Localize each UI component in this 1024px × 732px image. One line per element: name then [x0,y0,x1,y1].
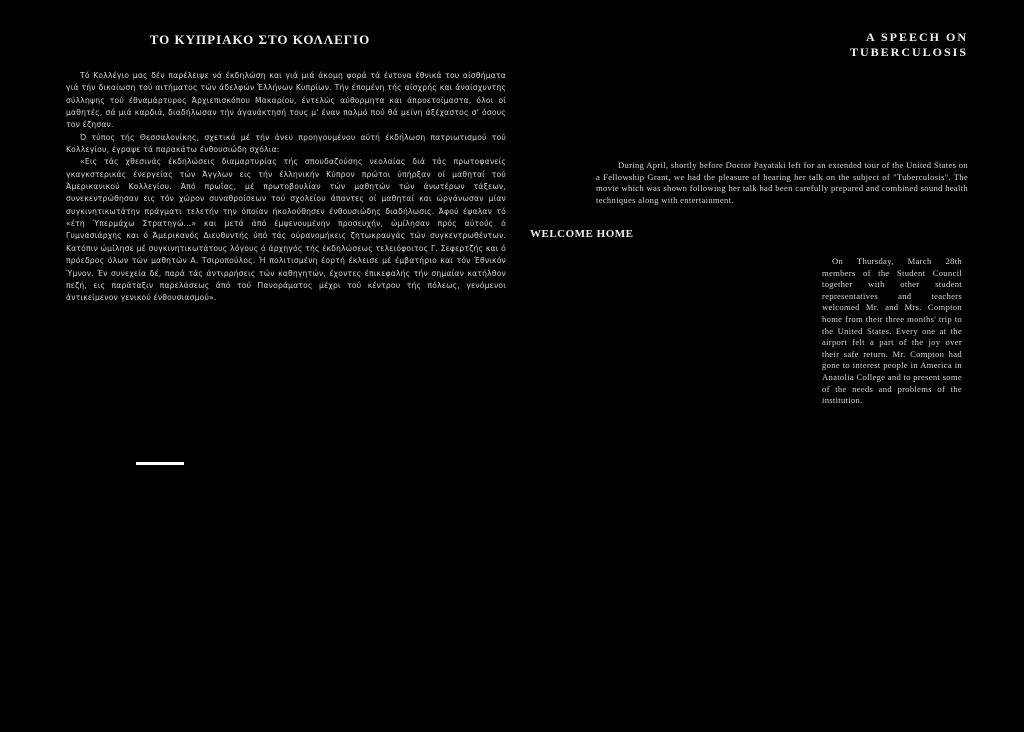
welcome-article-body [822,256,962,407]
welcome-article-title: WELCOME HOME [530,228,634,240]
greek-paragraph-1: Τό Κολλέγιο μας δέν παρέλειψε νά έκδηλώση και γιά μιά άκομη φορά τά έντονα έθνικά του αίσθήματα γιά τήν δικαίωση τού αιτήματος τών άδελφών Έλλήνων Κυπρίων. Τήν έπομένη τής αίσχρής και άναίσχυντης σύλληψης τού έθναμάρτυρος Άρχιεπισκόπου Μακαρίου, έντελώς αύθορμητα και άπροετοίμαστα, όλοι οί μαθητές, σά μιά καρδιά, διαδήλωσαν τήν άγανάκτησή τους μ' έναν παλμό πού θά μείνη άξέχαστος σ' όσους τον έζησαν. [66,71,506,130]
greek-article-title: ΤΟ ΚΥΠΡΙΑΚΟ ΣΤΟ ΚΟΛΛΕΓΙΟ [149,32,371,47]
speech-title-line-2: TUBERCULOSIS [849,45,968,59]
speech-article-title [848,30,968,60]
speech-article-body [596,160,968,206]
greek-paragraph-3: «Εις τάς χθεσινάς έκδηλώσεις διαμαρτυρίας τής σπουδαζούσης νεολαίας διά τάς πρωτοφανείς γκαγκστερικάς ένεργείας τών Άγγλων εις τήν έλληνικήν Κύπρον πρώτοι ύπήρξαν οί μαθηταί τού Άμερικανικού Κολλεγίου. Άπό πρωΐας, μέ πρωτοβουλίαν τών μαθητών τών άνωτέρων τάξεων, συνεκεντρώθησαν εις τόν χώρον συναθροίσεων τού σχολείου άπαντες οί μαθηταί και ώργάνωσαν μίαν συγκινητικωτάτην πράγματι τελετήν την όποίαν ήκολούθησεν ένθουσιώδης διαδήλωσις. Άφού έψαλαν τό «έτη Ύπερμάχω Στρατηγώ...» και μετά άπό έμψενουμένην προσευχήν, ώμίλησαν πρός αύτούς ό Γυμνασιάρχης και ό Άμερικανός Διευθυντής ύπό τάς ούρανομήκεις ζητωκραυγάς τών συγκεντρωθέντων. Κατόπιν ώμίλησε μέ συγκινητικωτάτους λόγους ό άρχηγός τής έκδηλώσεως τελειόφοιτος Γ. Σεφερτζής και ό πρόεδρος όλων τών μαθητών Α. Τσιροπούλος. Ή πολιτισμένη έορτή έκλεισε μέ έμβατήριο και τόν Έθνικόν Ύμνον. Έν συνεχεία δέ, παρά τάς άντιρρήσεις τών καθηγητών, έχοντες έπικεφαλής τήν σημαίαν κατήλθον πεζή, εις παράταξιν παρελάσεως άπό τού Πανοράματος μέχρι τού κέντρου τής πόλεως, γενόμενοι άντικείμενον γενικού ένθουσιασμού». [66,157,506,303]
divider-rule [136,462,184,465]
speech-title-line-1: A SPEECH ON [865,30,968,44]
greek-article-body [66,70,506,305]
speech-paragraph: During April, shortly before Doctor Payataki left for an extended tour of the United States on a Fellowship Grant, we had the pleasure of hearing her talk on the subject of "Tuberculosis". The movie which was shown following her talk had been carefully prepared and combined sound health techniques along with entertainment. [596,160,968,205]
greek-paragraph-2: Ό τύπος τής Θεσσαλονίκης, σχετικά μέ τήν άνευ προηγουμένου αύτή έκδήλωση πατριωτισμού τού Κολλεγίου, έγραψε τά παρακάτω ένθουσιώδη σχόλια: [66,132,506,155]
welcome-paragraph: On Thursday, March 28th members of the Student Council together with other student representatives and teachers welcomed Mr. and Mrs. Compton home from their three months' trip to the United States. Every one at the airport felt a part of the joy over their safe return. Mr. Compton had gone to interest people in America in Anatolia College and to present some of the needs and problems of the institution. [822,256,962,406]
